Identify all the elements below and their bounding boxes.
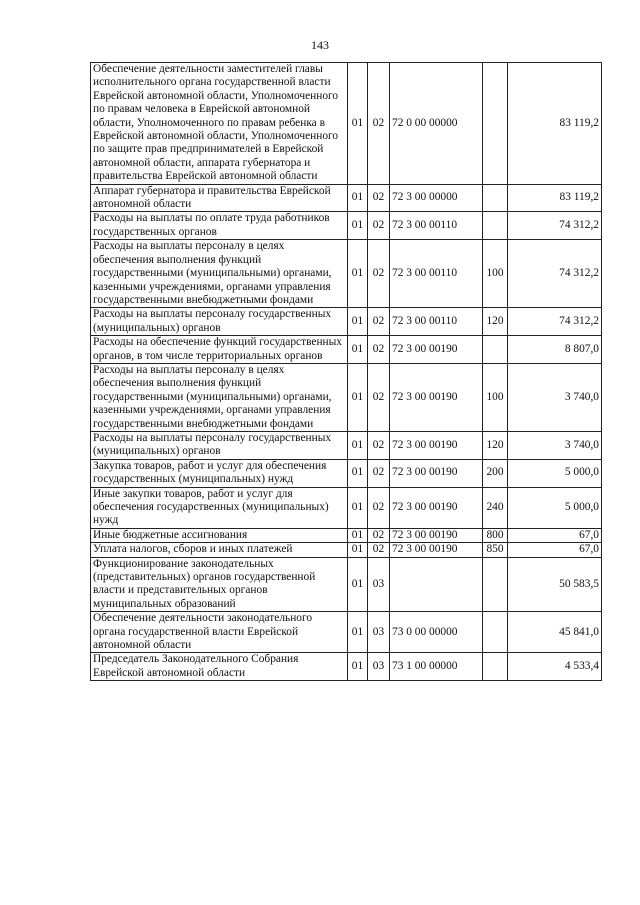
row-section-cell: 01 (348, 557, 368, 612)
row-target-article-cell: 72 0 00 00000 (390, 63, 483, 185)
row-subsection-cell: 02 (368, 212, 390, 240)
row-subsection-cell: 02 (368, 363, 390, 431)
budget-table (90, 62, 602, 681)
row-amount-cell: 8 807,0 (508, 336, 602, 364)
row-target-article-cell: 72 3 00 00190 (390, 528, 483, 542)
row-target-article-cell: 72 3 00 00190 (390, 431, 483, 459)
table-row (91, 240, 602, 308)
row-amount-cell: 5 000,0 (508, 459, 602, 487)
row-name-cell: Расходы на выплаты персоналу в целях обеспечения выполнения функций государственными (муниципальными) органами, казенными учреждениями, органами управления государственными внебюджетными фондами (91, 363, 348, 431)
row-section-cell: 01 (348, 63, 368, 185)
row-name-cell: Закупка товаров, работ и услуг для обеспечения государственных (муниципальных) нужд (91, 459, 348, 487)
row-target-article-cell: 72 3 00 00190 (390, 336, 483, 364)
row-name-cell: Расходы на выплаты персоналу в целях обеспечения выполнения функций государственными (муниципальными) органами, казенными учреждениями, органами управления государственными внебюджетными фондами (91, 240, 348, 308)
row-subsection-cell: 02 (368, 487, 390, 528)
row-expense-type-cell (483, 184, 508, 212)
row-subsection-cell: 03 (368, 612, 390, 653)
row-expense-type-cell: 850 (483, 543, 508, 557)
row-subsection-cell: 02 (368, 543, 390, 557)
table-row (91, 336, 602, 364)
row-section-cell: 01 (348, 184, 368, 212)
row-subsection-cell: 02 (368, 63, 390, 185)
row-target-article-cell: 72 3 00 00110 (390, 212, 483, 240)
row-amount-cell: 45 841,0 (508, 612, 602, 653)
row-section-cell: 01 (348, 653, 368, 681)
row-section-cell: 01 (348, 431, 368, 459)
table-row (91, 528, 602, 542)
row-section-cell: 01 (348, 308, 368, 336)
table-row (91, 557, 602, 612)
table-row (91, 63, 602, 185)
table-row (91, 308, 602, 336)
row-name-cell: Председатель Законодательного Собрания Еврейской автономной области (91, 653, 348, 681)
row-name-cell: Аппарат губернатора и правительства Еврейской автономной области (91, 184, 348, 212)
row-amount-cell: 67,0 (508, 528, 602, 542)
row-expense-type-cell: 120 (483, 431, 508, 459)
row-expense-type-cell: 800 (483, 528, 508, 542)
row-section-cell: 01 (348, 240, 368, 308)
row-target-article-cell: 72 3 00 00190 (390, 459, 483, 487)
table-row (91, 184, 602, 212)
row-section-cell: 01 (348, 528, 368, 542)
row-expense-type-cell (483, 212, 508, 240)
table-row (91, 431, 602, 459)
page-number: 143 (311, 38, 329, 52)
row-section-cell: 01 (348, 212, 368, 240)
row-amount-cell: 83 119,2 (508, 184, 602, 212)
row-subsection-cell: 02 (368, 459, 390, 487)
row-subsection-cell: 02 (368, 336, 390, 364)
row-target-article-cell: 72 3 00 00190 (390, 487, 483, 528)
row-expense-type-cell (483, 336, 508, 364)
row-section-cell: 01 (348, 336, 368, 364)
row-section-cell: 01 (348, 487, 368, 528)
row-name-cell: Иные бюджетные ассигнования (91, 528, 348, 542)
row-target-article-cell: 73 0 00 00000 (390, 612, 483, 653)
row-amount-cell: 74 312,2 (508, 240, 602, 308)
row-subsection-cell: 02 (368, 528, 390, 542)
row-expense-type-cell (483, 653, 508, 681)
table-row (91, 653, 602, 681)
row-name-cell: Функционирование законодательных (представительных) органов государственной власти и представительных органов муниципальных образований (91, 557, 348, 612)
row-name-cell: Иные закупки товаров, работ и услуг для обеспечения государственных (муниципальных) нужд (91, 487, 348, 528)
row-target-article-cell: 72 3 00 00110 (390, 308, 483, 336)
row-amount-cell: 5 000,0 (508, 487, 602, 528)
table-row (91, 459, 602, 487)
row-name-cell: Расходы на выплаты по оплате труда работников государственных органов (91, 212, 348, 240)
row-expense-type-cell: 240 (483, 487, 508, 528)
row-subsection-cell: 02 (368, 308, 390, 336)
table-row (91, 543, 602, 557)
row-section-cell: 01 (348, 459, 368, 487)
budget-table-body (91, 63, 602, 681)
row-name-cell: Расходы на выплаты персоналу государственных (муниципальных) органов (91, 308, 348, 336)
row-expense-type-cell (483, 63, 508, 185)
row-target-article-cell (390, 557, 483, 612)
row-section-cell: 01 (348, 543, 368, 557)
row-expense-type-cell (483, 612, 508, 653)
row-target-article-cell: 72 3 00 00000 (390, 184, 483, 212)
row-amount-cell: 3 740,0 (508, 431, 602, 459)
row-name-cell: Расходы на обеспечение функций государственных органов, в том числе территориальных органов (91, 336, 348, 364)
row-expense-type-cell: 100 (483, 240, 508, 308)
row-amount-cell: 3 740,0 (508, 363, 602, 431)
row-expense-type-cell (483, 557, 508, 612)
row-subsection-cell: 02 (368, 431, 390, 459)
row-expense-type-cell: 120 (483, 308, 508, 336)
row-name-cell: Обеспечение деятельности законодательного органа государственной власти Еврейской автономной области (91, 612, 348, 653)
row-amount-cell: 74 312,2 (508, 212, 602, 240)
row-target-article-cell: 72 3 00 00190 (390, 363, 483, 431)
table-row (91, 487, 602, 528)
row-amount-cell: 67,0 (508, 543, 602, 557)
table-row (91, 363, 602, 431)
row-amount-cell: 50 583,5 (508, 557, 602, 612)
row-target-article-cell: 72 3 00 00190 (390, 543, 483, 557)
row-name-cell: Уплата налогов, сборов и иных платежей (91, 543, 348, 557)
table-row (91, 212, 602, 240)
row-name-cell: Обеспечение деятельности заместителей главы исполнительного органа государственной власти Еврейской автономной области, Уполномоченного по правам человека в Еврейской автономной области, Уполномоченного по правам ребенка в Еврейской автономной области, Уполномоченного по защите прав предпринимателей в Еврейской автономной области, аппарата губернатора и правительства Еврейской автономной области (91, 63, 348, 185)
row-subsection-cell: 03 (368, 557, 390, 612)
row-subsection-cell: 02 (368, 184, 390, 212)
row-amount-cell: 83 119,2 (508, 63, 602, 185)
row-subsection-cell: 03 (368, 653, 390, 681)
row-expense-type-cell: 100 (483, 363, 508, 431)
row-expense-type-cell: 200 (483, 459, 508, 487)
row-subsection-cell: 02 (368, 240, 390, 308)
row-amount-cell: 74 312,2 (508, 308, 602, 336)
row-section-cell: 01 (348, 363, 368, 431)
row-target-article-cell: 72 3 00 00110 (390, 240, 483, 308)
table-row (91, 612, 602, 653)
row-target-article-cell: 73 1 00 00000 (390, 653, 483, 681)
row-section-cell: 01 (348, 612, 368, 653)
row-name-cell: Расходы на выплаты персоналу государственных (муниципальных) органов (91, 431, 348, 459)
row-amount-cell: 4 533,4 (508, 653, 602, 681)
